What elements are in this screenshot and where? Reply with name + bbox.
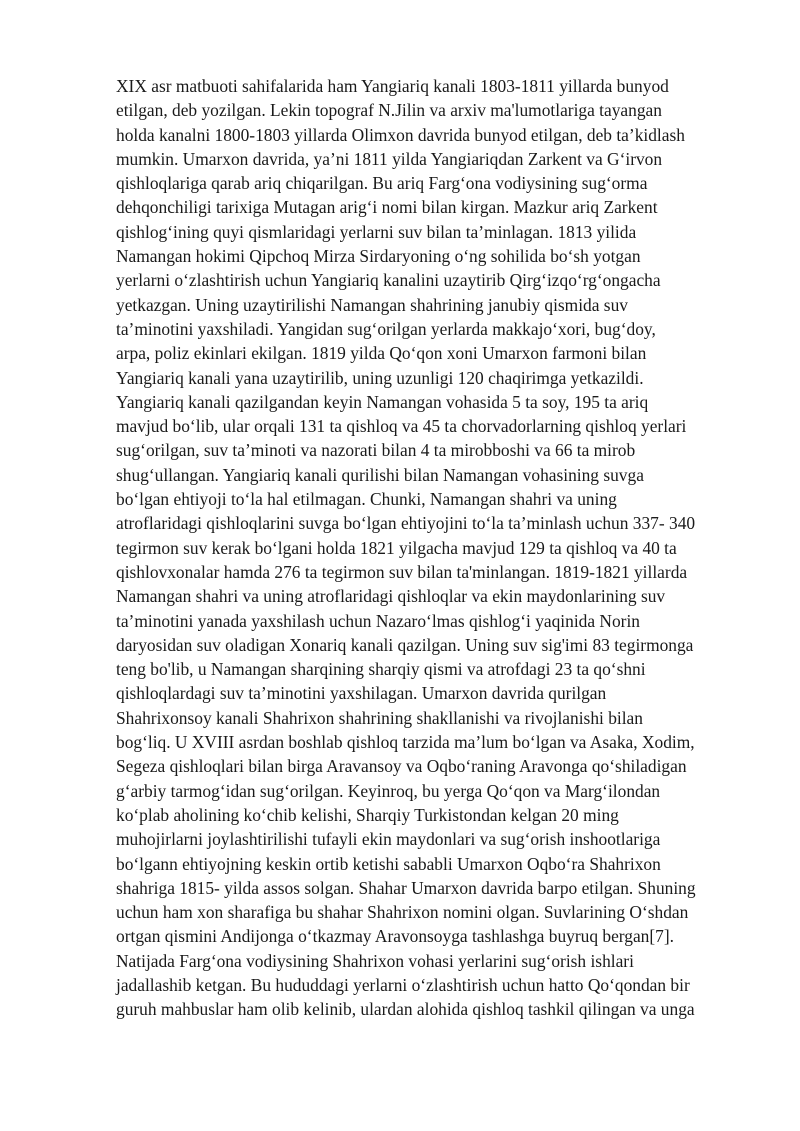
text-line: bog‘liq. U XVIII asrdan boshlab qishloq tarzida ma’lum bo‘lgan va Asaka, Xodim, <box>116 732 695 753</box>
text-line: XIX asr matbuoti sahifalarida ham Yangiariq kanali 1803-1811 yillarda bunyod <box>116 76 669 96</box>
text-line: qishlog‘ining quyi qismlaridagi yerlarni suv bilan ta’minlagan. 1813 yilida <box>116 221 637 242</box>
text-line: mavjud bo‘lib, ular orqali 131 ta qishloq va 45 ta chorvadorlarning qishloq yerlari <box>116 416 687 437</box>
text-line: Segeza qishloqlari bilan birga Aravansoy va Oqbo‘raning Aravonga qo‘shiladigan <box>116 756 687 777</box>
text-line: yetkazgan. Uning uzaytirilishi Namangan shahrining janubiy qismida suv <box>116 294 628 315</box>
text-line: mumkin. Umarxon davrida, ya’ni 1811 yilda Yangiariqdan Zarkent va G‘irvon <box>116 148 663 169</box>
text-line: Namangan shahri va uning atroflaridagi qishloqlar va ekin maydonlarining suv <box>116 586 666 607</box>
text-line: Namangan hokimi Qipchoq Mirza Sirdaryoning o‘ng sohilida bo‘sh yotgan <box>116 246 641 267</box>
text-line: uchun ham xon sharafiga bu shahar Shahrixon nomini olgan. Suvlarining O‘shdan <box>116 902 689 923</box>
body-paragraph <box>116 74 756 1022</box>
text-line: etilgan, deb yozilgan. Lekin topograf N.Jilin va arxiv ma'lumotlariga tayangan <box>116 100 662 121</box>
text-line: bo‘lgan ehtiyoji to‘la hal etilmagan. Chunki, Namangan shahri va uning <box>116 489 617 510</box>
text-line: qishlovxonalar hamda 276 ta tegirmon suv bilan ta'minlangan. 1819-1821 yillarda <box>116 561 688 582</box>
text-line: arpa, poliz ekinlari ekilgan. 1819 yilda Qo‘qon xoni Umarxon farmoni bilan <box>116 343 647 364</box>
text-line: yerlarni o‘zlashtirish uchun Yangiariq kanalini uzaytirib Qirg‘izqo‘rg‘ongacha <box>116 270 661 291</box>
text-line: guruh mahbuslar ham olib kelinib, ulardan alohida qishloq tashkil qilingan va unga <box>116 999 695 1020</box>
text-line: muhojirlarni joylashtirilishi tufayli ekin maydonlari va sug‘orish inshootlariga <box>116 829 661 850</box>
text-line: tegirmon suv kerak bo‘lgani holda 1821 yilgacha mavjud 129 ta qishloq va 40 ta <box>116 537 677 558</box>
text-line: ko‘plab aholining ko‘chib kelishi, Sharqiy Turkistondan kelgan 20 ming <box>116 804 619 825</box>
text-line: Yangiariq kanali yana uzaytirilib, uning uzunligi 120 chaqirimga yetkazildi. <box>116 367 644 388</box>
text-line: Shahrixonsoy kanali Shahrixon shahrining shakllanishi va rivojlanishi bilan <box>116 707 643 728</box>
text-line: dehqonchiligi tarixiga Mutagan arig‘i nomi bilan kirgan. Mazkur ariq Zarkent <box>116 197 658 218</box>
text-line: bo‘lgann ehtiyojning keskin ortib ketishi sababli Umarxon Oqbo‘ra Shahrixon <box>116 853 661 874</box>
text-line: qishloqlardagi suv ta’minotini yaxshilagan. Umarxon davrida qurilgan <box>116 683 607 704</box>
text-line: holda kanalni 1800-1803 yillarda Olimxon davrida bunyod etilgan, deb ta’kidlash <box>116 124 685 145</box>
text-line: atroflaridagi qishloqlarini suvga bo‘lgan ehtiyojini to‘la ta’minlash uchun 337- 340 <box>116 513 696 534</box>
text-line: qishloqlariga qarab ariq chiqarilgan. Bu ariq Farg‘ona vodiysining sug‘orma <box>116 173 648 194</box>
text-line: jadallashib ketgan. Bu hududdagi yerlarni o‘zlashtirish uchun hatto Qo‘qondan bir <box>116 974 690 995</box>
text-line: ta’minotini yanada yaxshilash uchun Nazaro‘lmas qishlog‘i yaqinida Norin <box>116 610 641 631</box>
text-line: daryosidan suv oladigan Xonariq kanali qazilgan. Uning suv sig'imi 83 tegirmonga <box>116 634 694 655</box>
text-line: teng bo'lib, u Namangan sharqining sharqiy qismi va atrofdagi 23 ta qo‘shni <box>116 659 646 680</box>
text-line: ortgan qismini Andijonga o‘tkazmay Aravonsoyga tashlashga buyruq bergan[7]. <box>116 926 674 947</box>
text-line: shug‘ullangan. Yangiariq kanali qurilishi bilan Namangan vohasining suvga <box>116 464 644 485</box>
text-line: shahriga 1815- yilda assos solgan. Shahar Umarxon davrida barpo etilgan. Shuning <box>116 877 696 898</box>
text-line: sug‘orilgan, suv ta’minoti va nazorati bilan 4 ta mirobboshi va 66 ta mirob <box>116 440 636 461</box>
text-line: Yangiariq kanali qazilgandan keyin Namangan vohasida 5 ta soy, 195 ta ariq <box>116 391 649 412</box>
text-line: g‘arbiy tarmog‘idan sug‘orilgan. Keyinroq, bu yerga Qo‘qon va Marg‘ilondan <box>116 780 661 801</box>
text-line: ta’minotini yaxshiladi. Yangidan sug‘orilgan yerlarda makkajo‘xori, bug‘doy, <box>116 318 656 339</box>
text-line: Natijada Farg‘ona vodiysining Shahrixon vohasi yerlarini sug‘orish ishlari <box>116 950 634 971</box>
